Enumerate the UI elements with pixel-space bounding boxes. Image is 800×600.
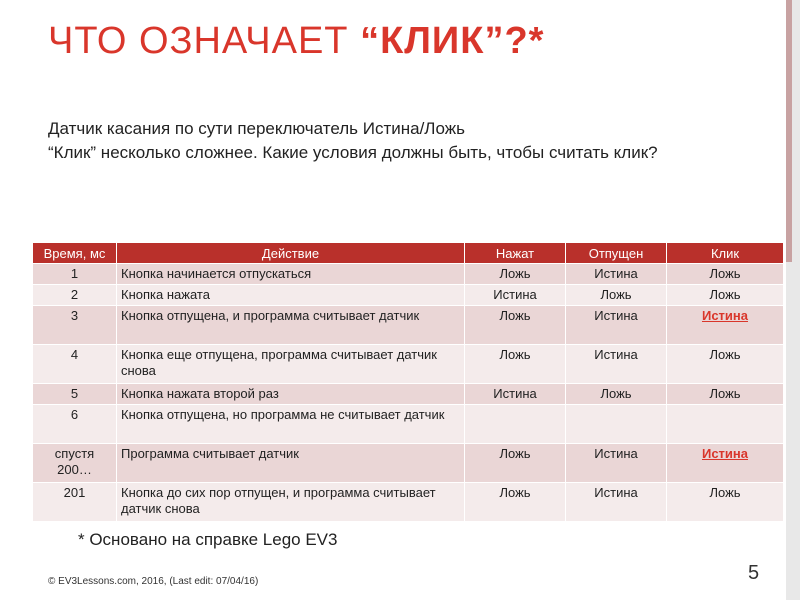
cell-action: Кнопка нажата bbox=[117, 285, 465, 306]
table-row bbox=[33, 345, 784, 384]
cell-click: Ложь bbox=[667, 285, 784, 306]
cell-released: Ложь bbox=[566, 285, 667, 306]
side-bar bbox=[786, 0, 800, 600]
table-row bbox=[33, 384, 784, 405]
cell-time: 1 bbox=[33, 264, 117, 285]
header-released: Отпущен bbox=[566, 243, 667, 264]
header-time: Время, мс bbox=[33, 243, 117, 264]
footnote: * Основано на справке Lego EV3 bbox=[78, 530, 338, 549]
click-table bbox=[32, 242, 784, 522]
cell-pressed: Ложь bbox=[465, 444, 566, 483]
cell-released: Истина bbox=[566, 483, 667, 522]
cell-click-highlight: Истина bbox=[667, 444, 784, 483]
cell-action: Кнопка до сих пор отпущен, и программа считывает датчик снова bbox=[117, 483, 465, 522]
cell-released: Истина bbox=[566, 345, 667, 384]
cell-action: Кнопка начинается отпускаться bbox=[117, 264, 465, 285]
cell-pressed: Ложь bbox=[465, 264, 566, 285]
cell-pressed: Ложь bbox=[465, 345, 566, 384]
table-row bbox=[33, 444, 784, 483]
cell-released: Истина bbox=[566, 306, 667, 345]
cell-action: Кнопка отпущена, но программа не считывает датчик bbox=[117, 405, 465, 444]
table-row bbox=[33, 264, 784, 285]
table-row bbox=[33, 405, 784, 444]
cell-released: Истина bbox=[566, 264, 667, 285]
cell-released: Ложь bbox=[566, 384, 667, 405]
cell-time: 6 bbox=[33, 405, 117, 444]
cell-click bbox=[667, 405, 784, 444]
cell-time: 5 bbox=[33, 384, 117, 405]
slide-title-main: ЧТО ОЗНАЧАЕТ bbox=[48, 20, 361, 62]
header-pressed: Нажат bbox=[465, 243, 566, 264]
cell-time: 201 bbox=[33, 483, 117, 522]
cell-pressed: Ложь bbox=[465, 306, 566, 345]
cell-action: Кнопка еще отпущена, программа считывает датчик снова bbox=[117, 345, 465, 384]
cell-released bbox=[566, 405, 667, 444]
table-row bbox=[33, 483, 784, 522]
table-row bbox=[33, 306, 784, 345]
intro-line-2: “Клик” несколько сложнее. Какие условия должны быть, чтобы считать клик? bbox=[48, 143, 658, 162]
intro-line-1: Датчик касания по сути переключатель Истина/Ложь bbox=[48, 119, 465, 138]
cell-pressed: Истина bbox=[465, 285, 566, 306]
page-number: 5 bbox=[748, 562, 760, 584]
cell-released: Истина bbox=[566, 444, 667, 483]
cell-click: Ложь bbox=[667, 483, 784, 522]
header-action: Действие bbox=[117, 243, 465, 264]
cell-pressed: Истина bbox=[465, 384, 566, 405]
cell-action: Программа считывает датчик bbox=[117, 444, 465, 483]
side-bar-accent bbox=[786, 0, 792, 262]
cell-click-highlight: Истина bbox=[667, 306, 784, 345]
cell-time: 3 bbox=[33, 306, 117, 345]
cell-action: Кнопка отпущена, и программа считывает датчик bbox=[117, 306, 465, 345]
table-row bbox=[33, 285, 784, 306]
slide-title bbox=[48, 20, 544, 63]
header-click: Клик bbox=[667, 243, 784, 264]
cell-click: Ложь bbox=[667, 384, 784, 405]
copyright: © EV3Lessons.com, 2016, (Last edit: 07/04/16) bbox=[48, 576, 259, 587]
cell-pressed bbox=[465, 405, 566, 444]
slide-title-quoted: “КЛИК”?* bbox=[360, 20, 545, 62]
intro-text bbox=[48, 117, 748, 165]
cell-click: Ложь bbox=[667, 345, 784, 384]
cell-pressed: Ложь bbox=[465, 483, 566, 522]
table-header-row bbox=[33, 243, 784, 264]
cell-action: Кнопка нажата второй раз bbox=[117, 384, 465, 405]
cell-time: спустя 200… bbox=[33, 444, 117, 483]
cell-time: 2 bbox=[33, 285, 117, 306]
cell-time: 4 bbox=[33, 345, 117, 384]
cell-click: Ложь bbox=[667, 264, 784, 285]
